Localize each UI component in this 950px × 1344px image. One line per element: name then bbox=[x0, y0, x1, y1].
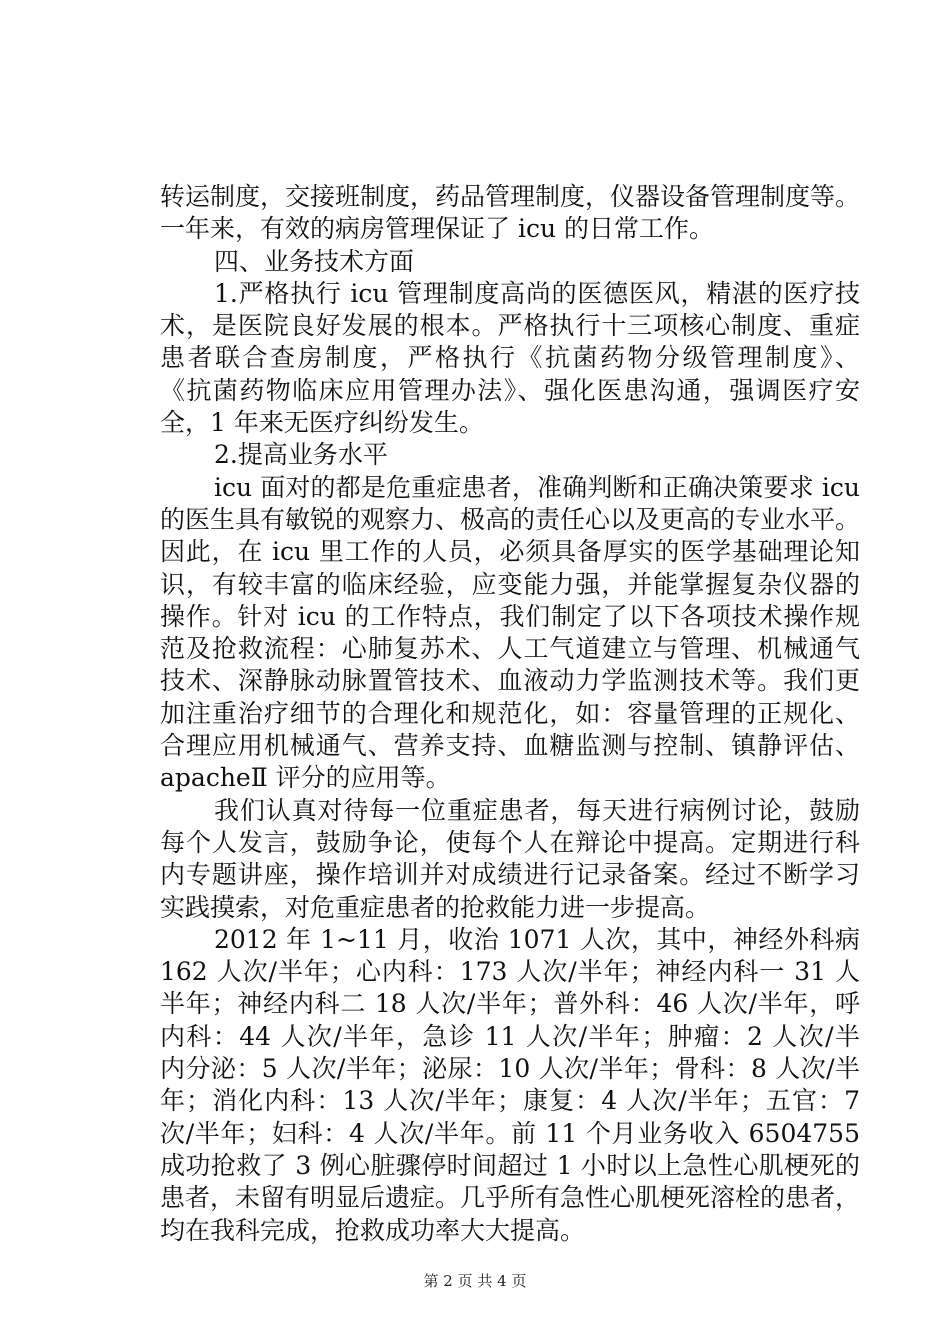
text-line: 162 人次/半年；心内科：173 人次/半年；神经内科一 31 人 bbox=[160, 957, 860, 987]
text-line: 合理应用机械通气、营养支持、血糖监测与控制、镇静评估、 bbox=[160, 731, 860, 761]
text-line: 术，是医院良好发展的根本。严格执行十三项核心制度、重症 bbox=[160, 311, 860, 341]
text-line: 成功抢救了 3 例心脏骤停时间超过 1 小时以上急性心肌梗死的 bbox=[160, 1150, 860, 1180]
text-line: 技术、深静脉动脉置管技术、血液动力学监测技术等。我们更 bbox=[160, 666, 860, 696]
text-line: 转运制度，交接班制度，药品管理制度，仪器设备管理制度等。 bbox=[160, 182, 860, 211]
text-line: 次/半年；妇科：4 人次/半年。前 11 个月业务收入 6504755 bbox=[160, 1118, 860, 1148]
text-line: 患者，未留有明显后遗症。几乎所有急性心肌梗死溶栓的患者， bbox=[160, 1183, 860, 1213]
text-line: 1.严格执行 icu 管理制度高尚的医德医风，精湛的医疗技 bbox=[214, 278, 860, 308]
text-line: 2.提高业务水平 bbox=[214, 440, 388, 470]
text-line: 内科：44 人次/半年，急诊 11 人次/半年；肿瘤：2 人次/半 bbox=[160, 1021, 860, 1051]
text-line: 内分泌：5 人次/半年；泌尿：10 人次/半年；骨科：8 人次/半 bbox=[160, 1054, 860, 1084]
text-line: 均在我科完成，抢救成功率大大提高。 bbox=[160, 1215, 586, 1245]
text-line: 操作。针对 icu 的工作特点，我们制定了以下各项技术操作规 bbox=[160, 601, 860, 631]
text-line: 因此，在 icu 里工作的人员，必须具备厚实的医学基础理论知 bbox=[160, 537, 860, 567]
text-line: 范及抢救流程：心肺复苏术、人工气道建立与管理、机械通气 bbox=[160, 634, 860, 664]
text-line: 全，1 年来无医疗纠纷发生。 bbox=[160, 408, 484, 438]
text-line: apacheⅡ 评分的应用等。 bbox=[160, 763, 451, 793]
document-body bbox=[160, 181, 860, 1247]
text-line: 半年；神经内科二 18 人次/半年；普外科：46 人次/半年，呼 bbox=[160, 989, 860, 1019]
text-line: 患者联合查房制度，严格执行《抗菌药物分级管理制度》、 bbox=[160, 343, 860, 373]
text-line: 识，有较丰富的临床经验，应变能力强，并能掌握复杂仪器的 bbox=[160, 569, 860, 599]
page-footer: 第 2 页 共 4 页 bbox=[423, 1272, 527, 1290]
text-line: 内专题讲座，操作培训并对成绩进行记录备案。经过不断学习 bbox=[160, 860, 860, 890]
text-line: icu 面对的都是危重症患者，准确判断和正确决策要求 icu bbox=[214, 472, 860, 502]
text-line: 的医生具有敏锐的观察力、极高的责任心以及更高的专业水平。 bbox=[160, 504, 860, 534]
text-line: 我们认真对待每一位重症患者，每天进行病例讨论，鼓励 bbox=[214, 795, 860, 825]
text-line: 四、业务技术方面 bbox=[214, 246, 415, 276]
text-line: 实践摸索，对危重症患者的抢救能力进一步提高。 bbox=[160, 892, 711, 922]
text-line: 一年来，有效的病房管理保证了 icu 的日常工作。 bbox=[160, 214, 714, 244]
text-line: 年；消化内科：13 人次/半年；康复：4 人次/半年；五官：7 bbox=[160, 1086, 860, 1116]
text-line: 2012 年 1~11 月，收治 1071 人次，其中，神经外科病 bbox=[214, 924, 860, 954]
text-line: 每个人发言，鼓励争论，使每个人在辩论中提高。定期进行科 bbox=[160, 827, 860, 857]
text-line: 加注重治疗细节的合理化和规范化，如：容量管理的正规化、 bbox=[160, 698, 860, 728]
text-line: 《抗菌药物临床应用管理办法》、强化医患沟通，强调医疗安 bbox=[160, 375, 860, 405]
